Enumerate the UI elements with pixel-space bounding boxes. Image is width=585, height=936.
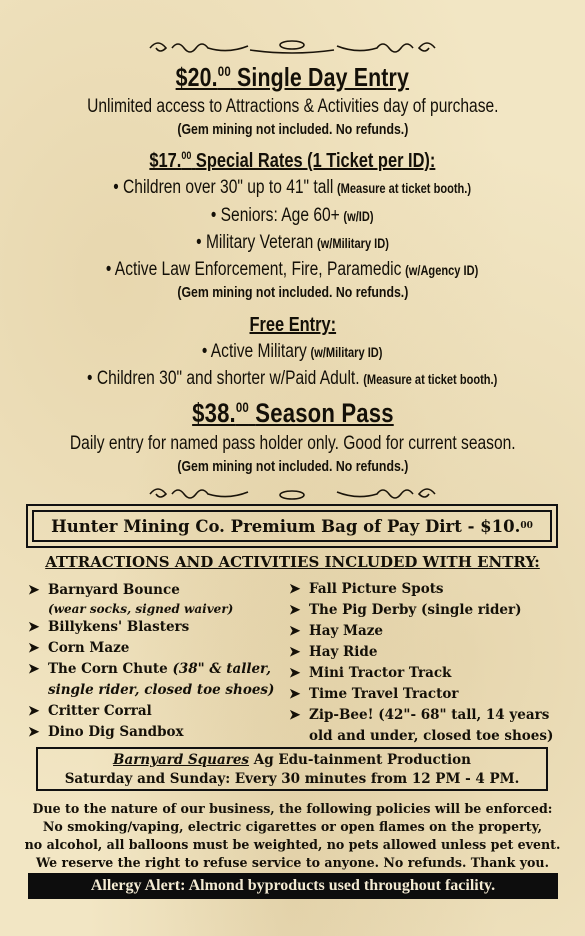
- arrow-bullet-icon: ➤: [28, 724, 40, 740]
- single-day-heading: $20.00 Single Day Entry: [175, 62, 410, 92]
- show-name: Barnyard Squares: [113, 752, 250, 768]
- special-item-seniors: • Seniors: Age 60+ (w/ID): [0, 205, 585, 227]
- pay-dirt-cents: 00: [520, 521, 533, 531]
- flourish-divider-icon: [0, 36, 585, 58]
- list-item: ➤ The Corn Chute (38" & taller, single rider, closed toe shoes): [28, 661, 275, 698]
- pay-dirt-text: Hunter Mining Co. Premium Bag of Pay Dirt - $10.: [51, 516, 521, 536]
- special-item-law: • Active Law Enforcement, Fire, Paramedic (w/Agency ID): [0, 259, 585, 281]
- list-item: ➤ Hay Ride: [285, 642, 575, 663]
- list-item: ➤ Hay Maze: [285, 621, 575, 642]
- arrow-bullet-icon: ➤: [28, 582, 40, 598]
- show-schedule: Saturday and Sunday: Every 30 minutes from 12 PM - 4 PM.: [64, 771, 520, 787]
- list-item: ➤ Billykens' Blasters: [24, 617, 294, 638]
- arrow-bullet-icon: ➤: [28, 619, 40, 635]
- single-day-note: (Gem mining not included. No refunds.): [177, 121, 408, 138]
- list-item: ➤ Barnyard Bounce (wear socks, signed waiver): [28, 582, 234, 616]
- attractions-right-list: [285, 579, 575, 747]
- special-note: (Gem mining not included. No refunds.): [177, 284, 408, 301]
- arrow-bullet-icon: ➤: [289, 665, 301, 681]
- single-day-desc: Unlimited access to Attractions & Activities day of purchase.: [86, 96, 499, 117]
- attractions-left-list: [24, 580, 294, 743]
- arrow-bullet-icon: ➤: [28, 703, 40, 719]
- arrow-bullet-icon: ➤: [289, 623, 301, 639]
- free-item-children: • Children 30" and shorter w/Paid Adult. (Measure at ticket booth.): [0, 368, 585, 390]
- special-item-veteran: • Military Veteran (w/Military ID): [0, 232, 585, 254]
- arrow-bullet-icon: ➤: [28, 661, 40, 677]
- special-item-children: • Children over 30" up to 41" tall (Measure at ticket booth.): [0, 177, 585, 199]
- arrow-bullet-icon: ➤: [289, 644, 301, 660]
- attractions-title: ATTRACTIONS AND ACTIVITIES INCLUDED WITH ENTRY:: [45, 553, 540, 571]
- list-item: ➤ The Pig Derby (single rider): [285, 600, 575, 621]
- policy-text: Due to the nature of our business, the following policies will be enforced: No smoking/vaping, electric cigarettes or open flames on the property, no alcohol, all balloons must be weighted, no pets allowed unless pet event. We reserve the right to refuse service to anyone. No refunds. Thank you.: [24, 801, 561, 870]
- list-item: ➤ Fall Picture Spots: [285, 579, 575, 600]
- list-item: ➤ Mini Tractor Track: [285, 663, 575, 684]
- show-box: [36, 747, 548, 791]
- arrow-bullet-icon: ➤: [289, 686, 301, 702]
- free-entry-heading: Free Entry:: [249, 314, 336, 336]
- season-pass-heading: $38.00 Season Pass: [191, 398, 394, 428]
- arrow-bullet-icon: ➤: [289, 602, 301, 618]
- season-pass-note: (Gem mining not included. No refunds.): [177, 458, 408, 475]
- arrow-bullet-icon: ➤: [289, 581, 301, 597]
- arrow-bullet-icon: ➤: [289, 707, 301, 723]
- list-item: ➤ Critter Corral: [24, 701, 294, 722]
- list-item: ➤ Time Travel Tractor: [285, 684, 575, 705]
- list-item: ➤ Corn Maze: [24, 638, 294, 659]
- special-rates-heading: $17.00 Special Rates (1 Ticket per ID):: [149, 150, 436, 172]
- arrow-bullet-icon: ➤: [28, 640, 40, 656]
- season-pass-desc: Daily entry for named pass holder only. Good for current season.: [69, 433, 516, 454]
- pay-dirt-banner: [26, 504, 558, 548]
- free-item-military: • Active Military (w/Military ID): [0, 341, 585, 363]
- show-subtitle: Ag Edu-tainment Production: [249, 752, 471, 768]
- list-item: ➤ Dino Dig Sandbox: [24, 722, 294, 743]
- list-item: ➤ Zip-Bee! (42"- 68" tall, 14 years old and under, closed toe shoes): [289, 707, 554, 744]
- allergy-alert: Allergy Alert: Almond byproducts used throughout facility.: [28, 873, 558, 899]
- flourish-divider-icon: [0, 482, 585, 504]
